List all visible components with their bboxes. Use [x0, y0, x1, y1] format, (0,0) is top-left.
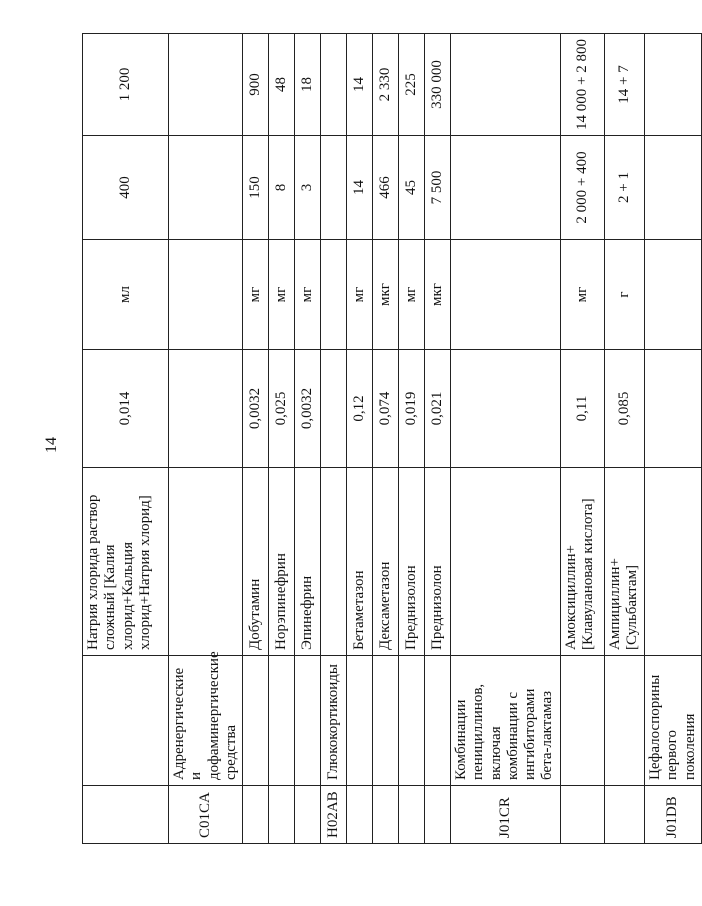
atc-code: C01CA [169, 786, 243, 844]
total-value: 225 [399, 34, 425, 136]
group-name: Цефалоспорины первого поколения [645, 656, 702, 786]
total-value: 1 200 [83, 34, 169, 136]
table-row [645, 34, 702, 844]
ddd-value [451, 350, 561, 468]
drug-name [645, 468, 702, 656]
atc-code [295, 786, 321, 844]
dose-value: 14 [347, 136, 373, 240]
drug-name: Норэпинефрин [269, 468, 295, 656]
atc-code [373, 786, 399, 844]
table-row [243, 34, 269, 844]
ddd-value: 0,0032 [243, 350, 269, 468]
dose-value: 2 + 1 [605, 136, 645, 240]
atc-code [399, 786, 425, 844]
atc-code: J01DB [645, 786, 702, 844]
atc-code [605, 786, 645, 844]
atc-code: J01CR [451, 786, 561, 844]
ddd-value: 0,074 [373, 350, 399, 468]
unit: мкг [425, 240, 451, 350]
unit: мг [399, 240, 425, 350]
dose-value: 45 [399, 136, 425, 240]
ddd-value: 0,014 [83, 350, 169, 468]
drug-name: Эпинефрин [295, 468, 321, 656]
page-number: 14 [43, 437, 60, 453]
unit: г [605, 240, 645, 350]
table-row [169, 34, 243, 844]
table-row [373, 34, 399, 844]
drug-name: Бетаметазон [347, 468, 373, 656]
unit: мг [561, 240, 605, 350]
drug-name: Добутамин [243, 468, 269, 656]
dose-value [169, 136, 243, 240]
table-row [321, 34, 347, 844]
dose-value: 466 [373, 136, 399, 240]
total-value: 2 330 [373, 34, 399, 136]
group-name [425, 656, 451, 786]
group-name [269, 656, 295, 786]
unit: мг [295, 240, 321, 350]
dose-value: 2 000 + 400 [561, 136, 605, 240]
dose-value: 8 [269, 136, 295, 240]
total-value [645, 34, 702, 136]
total-value: 14 + 7 [605, 34, 645, 136]
drug-table [82, 33, 702, 844]
ddd-value [645, 350, 702, 468]
dose-value: 3 [295, 136, 321, 240]
group-name: Комбинации пенициллинов, включая комбинации с ингибиторами бета-лактамаз [451, 656, 561, 786]
group-name [399, 656, 425, 786]
dose-value [451, 136, 561, 240]
atc-code [269, 786, 295, 844]
total-value: 14 [347, 34, 373, 136]
table-container [82, 34, 698, 844]
drug-name: Ампициллин+ [Сульбактам] [605, 468, 645, 656]
table-row [399, 34, 425, 844]
drug-name: Дексаметазон [373, 468, 399, 656]
table-row [83, 34, 169, 844]
group-name [373, 656, 399, 786]
unit [645, 240, 702, 350]
drug-name: Натрия хлорида раствор сложный [Калия хлорид+Кальция хлорид+Натрия хлорид] [83, 468, 169, 656]
atc-code: H02AB [321, 786, 347, 844]
total-value [169, 34, 243, 136]
table-row [561, 34, 605, 844]
table-row [269, 34, 295, 844]
unit: мл [83, 240, 169, 350]
ddd-value: 0,025 [269, 350, 295, 468]
drug-name [321, 468, 347, 656]
dose-value: 150 [243, 136, 269, 240]
group-name [561, 656, 605, 786]
drug-name [169, 468, 243, 656]
unit: мг [269, 240, 295, 350]
table-row [295, 34, 321, 844]
dose-value [321, 136, 347, 240]
group-name [83, 656, 169, 786]
dose-value: 7 500 [425, 136, 451, 240]
group-name [243, 656, 269, 786]
drug-name: Преднизолон [399, 468, 425, 656]
unit: мкг [373, 240, 399, 350]
table-row [347, 34, 373, 844]
unit: мг [243, 240, 269, 350]
ddd-value: 0,11 [561, 350, 605, 468]
total-value: 14 000 + 2 800 [561, 34, 605, 136]
drug-name [451, 468, 561, 656]
atc-code [425, 786, 451, 844]
dose-value [645, 136, 702, 240]
drug-name: Преднизолон [425, 468, 451, 656]
atc-code [347, 786, 373, 844]
total-value: 900 [243, 34, 269, 136]
group-name [605, 656, 645, 786]
unit [321, 240, 347, 350]
ddd-value: 0,019 [399, 350, 425, 468]
ddd-value [169, 350, 243, 468]
drug-name: Амоксициллин+ [Клавулановая кислота] [561, 468, 605, 656]
unit: мг [347, 240, 373, 350]
table-row [425, 34, 451, 844]
ddd-value: 0,0032 [295, 350, 321, 468]
table-row [451, 34, 561, 844]
dose-value: 400 [83, 136, 169, 240]
rotated-table-frame [82, 34, 698, 844]
atc-code [561, 786, 605, 844]
total-value [321, 34, 347, 136]
total-value: 18 [295, 34, 321, 136]
ddd-value: 0,085 [605, 350, 645, 468]
ddd-value: 0,021 [425, 350, 451, 468]
atc-code [243, 786, 269, 844]
unit [451, 240, 561, 350]
group-name: Адренергические и дофаминергические средства [169, 656, 243, 786]
total-value: 48 [269, 34, 295, 136]
ddd-value: 0,12 [347, 350, 373, 468]
group-name: Глюкокортикоиды [321, 656, 347, 786]
group-name [295, 656, 321, 786]
unit [169, 240, 243, 350]
total-value: 330 000 [425, 34, 451, 136]
total-value [451, 34, 561, 136]
ddd-value [321, 350, 347, 468]
group-name [347, 656, 373, 786]
table-row [605, 34, 645, 844]
atc-code [83, 786, 169, 844]
